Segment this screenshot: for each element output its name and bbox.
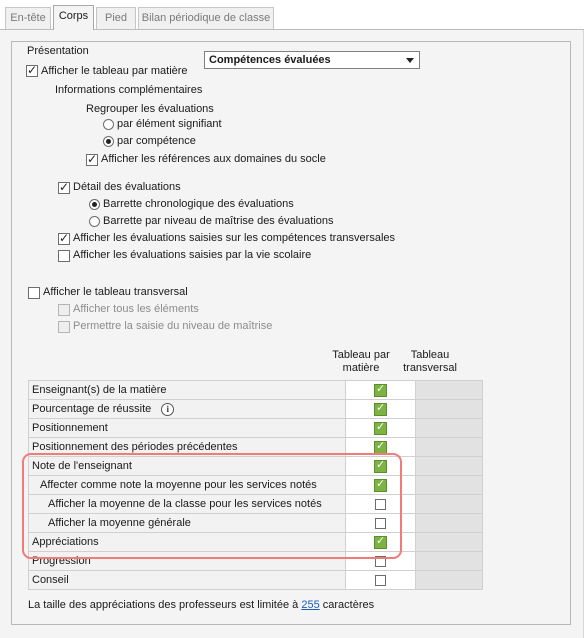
transversal-cell	[416, 457, 483, 476]
tab-en-tete[interactable]: En-tête	[5, 7, 51, 29]
transversal-cell	[416, 571, 483, 590]
chevron-down-icon	[406, 58, 414, 63]
table-row	[29, 381, 483, 400]
transversal-cell	[416, 495, 483, 514]
evaluations-transversales-checkbox[interactable]	[58, 233, 70, 245]
detail-evaluations-checkbox[interactable]	[58, 182, 70, 194]
checked-icon[interactable]	[374, 384, 387, 397]
par-element-signifiant-radio[interactable]	[103, 119, 114, 130]
informations-complementaires-select[interactable]	[204, 51, 420, 69]
transversal-cell	[416, 533, 483, 552]
table-row	[29, 419, 483, 438]
table-row	[29, 571, 483, 590]
unchecked-checkbox[interactable]	[375, 575, 386, 586]
tableau-transversal-checkbox[interactable]	[28, 287, 40, 299]
evaluations-transversales-label: Afficher les évaluations saisies sur les compétences transversales	[73, 232, 396, 244]
info-icon[interactable]: i	[161, 403, 174, 416]
footer-text-after: caractères	[319, 599, 375, 611]
transversal-cell	[416, 381, 483, 400]
barrette-niveau-label: Barrette par niveau de maîtrise des évaluations	[103, 215, 334, 227]
informations-complementaires-value: Compétences évaluées	[209, 54, 331, 66]
evaluations-vie-scolaire-label: Afficher les évaluations saisies par la vie scolaire	[73, 249, 312, 261]
afficher-tableau-matiere-label: Afficher le tableau par matière	[41, 65, 188, 77]
matiere-cell[interactable]	[346, 571, 416, 590]
saisie-niveau-checkbox[interactable]	[58, 321, 70, 333]
barrette-chronologique-label: Barrette chronologique des évaluations	[103, 198, 294, 210]
tableau-transversal-label: Afficher le tableau transversal	[43, 286, 188, 298]
checked-icon[interactable]	[374, 403, 387, 416]
highlight-annotation	[22, 453, 402, 559]
detail-evaluations-label: Détail des évaluations	[73, 181, 181, 193]
tab-corps[interactable]: Corps	[53, 5, 94, 30]
row-label-with-info	[29, 400, 346, 419]
regrouper-evaluations-label: Regrouper les évaluations	[86, 103, 214, 115]
tous-elements-checkbox[interactable]	[58, 304, 70, 316]
par-competence-radio[interactable]	[103, 136, 114, 147]
row-label: Positionnement	[29, 419, 346, 438]
saisie-niveau-label: Permettre la saisie du niveau de maîtrise	[73, 320, 273, 332]
matiere-cell[interactable]	[346, 381, 416, 400]
afficher-tableau-matiere-checkbox[interactable]	[26, 65, 38, 77]
transversal-cell	[416, 419, 483, 438]
tab-pied[interactable]: Pied	[96, 7, 136, 29]
row-label: Appréciations	[29, 533, 346, 552]
tab-bilan-periodique[interactable]: Bilan périodique de classe	[138, 7, 274, 29]
par-element-signifiant-label: par élément signifiant	[117, 118, 222, 130]
footer-text-before: La taille des appréciations des professeurs est limitée à	[28, 599, 302, 611]
footer-note	[28, 598, 374, 612]
row-label: Afficher la moyenne générale	[29, 514, 346, 533]
transversal-cell	[416, 438, 483, 457]
appreciation-limit-link[interactable]: 255	[301, 599, 320, 611]
tous-elements-label: Afficher tous les éléments	[73, 303, 199, 315]
col-header-tableau-transversal: Tableau transversal	[403, 349, 457, 374]
row-label: Note de l'enseignant	[29, 457, 346, 476]
barrette-chronologique-radio[interactable]	[89, 199, 100, 210]
row-label: Afficher la moyenne de la classe pour les services notés	[29, 495, 346, 514]
evaluations-vie-scolaire-checkbox[interactable]	[58, 250, 70, 262]
transversal-cell	[416, 552, 483, 571]
tab-bar	[0, 0, 584, 30]
row-label: Conseil	[29, 571, 346, 590]
row-label: Progression	[29, 552, 346, 571]
presentation-legend: Présentation	[27, 45, 89, 57]
transversal-cell	[416, 476, 483, 495]
informations-complementaires-label: Informations complémentaires	[55, 84, 203, 96]
references-domaines-checkbox[interactable]	[86, 154, 98, 166]
row-label: Pourcentage de réussite	[32, 403, 152, 415]
row-label: Positionnement des périodes précédentes	[29, 438, 346, 457]
checked-icon[interactable]	[374, 422, 387, 435]
references-domaines-label: Afficher les références aux domaines du socle	[101, 153, 326, 165]
par-competence-label: par compétence	[117, 135, 196, 147]
transversal-cell	[416, 514, 483, 533]
checked-icon[interactable]	[374, 441, 387, 454]
table-row	[29, 400, 483, 419]
row-label: Enseignant(s) de la matière	[29, 381, 346, 400]
barrette-niveau-radio[interactable]	[89, 216, 100, 227]
matiere-cell[interactable]	[346, 419, 416, 438]
transversal-cell	[416, 400, 483, 419]
row-label: Affecter comme note la moyenne pour les services notés	[29, 476, 346, 495]
col-header-tableau-matiere: Tableau par matière	[332, 349, 390, 374]
matiere-cell[interactable]	[346, 400, 416, 419]
